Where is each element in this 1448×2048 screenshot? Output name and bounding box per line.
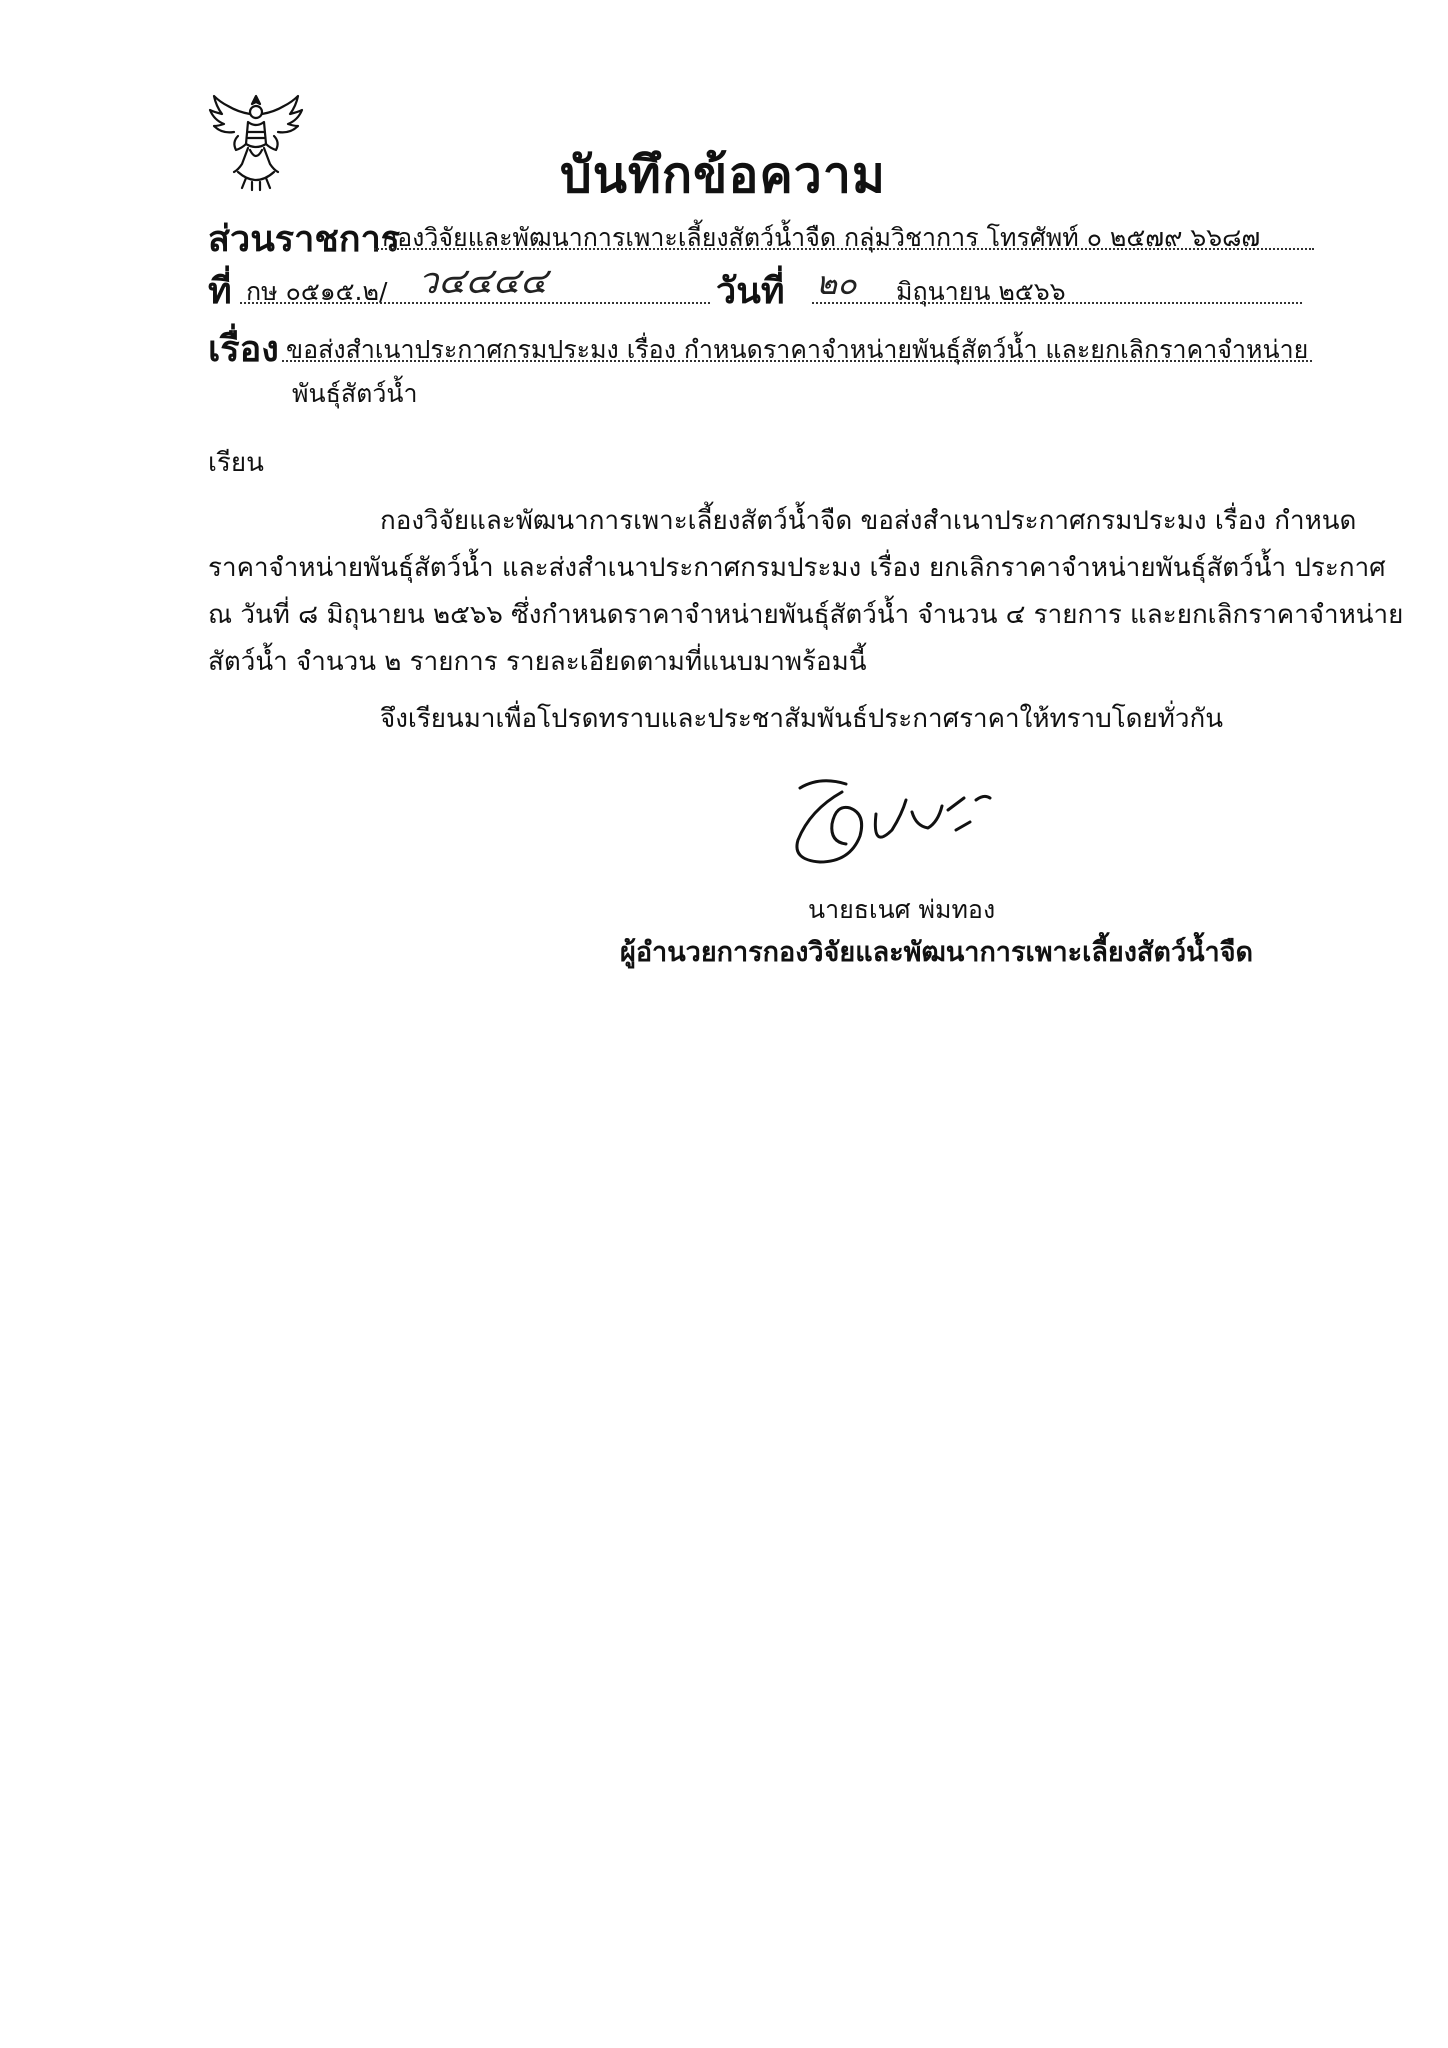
memo-title: บันทึกข้อความ [560,146,886,204]
handwritten-signature [780,770,1030,880]
garuda-emblem-icon [208,92,304,192]
subject-label: เรื่อง [208,329,279,370]
reference-label: ที่ [208,271,232,312]
body-line-2: ราคาจำหน่ายพันธุ์สัตว์น้ำ และส่งสำเนาประกาศกรมประมง เรื่อง ยกเลิกราคาจำหน่ายพันธุ์สัตว์น้ำ ประกาศ [208,553,1386,583]
date-day-handwritten: ๒๐ [816,264,857,302]
date-label: วันที่ [716,271,785,312]
signer-name: นายธเนศ พ่มทอง [808,895,996,924]
salutation: เรียน [208,448,264,478]
body-line-1: กองวิจัยและพัฒนาการเพาะเลี้ยงสัตว์น้ำจืด ขอส่งสำเนาประกาศกรมประมง เรื่อง กำหนด [380,506,1357,536]
body-line-4: สัตว์น้ำ จำนวน ๒ รายการ รายละเอียดตามที่แนบมาพร้อมนี้ [208,647,867,677]
date-value: มิถุนายน ๒๕๖๖ [896,277,1066,306]
reference-handwritten-number: ว๔๔๔๔ [418,261,548,302]
agency-label: ส่วนราชการ [208,219,401,260]
reference-value: กษ ๐๕๑๕.๒/ [246,277,388,306]
subject-line-1: ขอส่งสำเนาประกาศกรมประมง เรื่อง กำหนดราคาจำหน่ายพันธุ์สัตว์น้ำ และยกเลิกราคาจำหน่าย [286,335,1309,364]
closing-line: จึงเรียนมาเพื่อโปรดทราบและประชาสัมพันธ์ประกาศราคาให้ทราบโดยทั่วกัน [380,704,1224,734]
subject-line-2: พันธุ์สัตว์น้ำ [292,379,418,408]
signer-position: ผู้อำนวยการกองวิจัยและพัฒนาการเพาะเลี้ยงสัตว์น้ำจืด [620,937,1254,968]
agency-value: กองวิจัยและพัฒนาการเพาะเลี้ยงสัตว์น้ำจืด กลุ่มวิชาการ โทรศัพท์ ๐ ๒๕๗๙ ๖๖๘๗ [382,223,1261,252]
body-line-3: ณ วันที่ ๘ มิถุนายน ๒๕๖๖ ซึ่งกำหนดราคาจำหน่ายพันธุ์สัตว์น้ำ จำนวน ๔ รายการ และยกเลิกราคาจำหน่าย [208,600,1404,630]
